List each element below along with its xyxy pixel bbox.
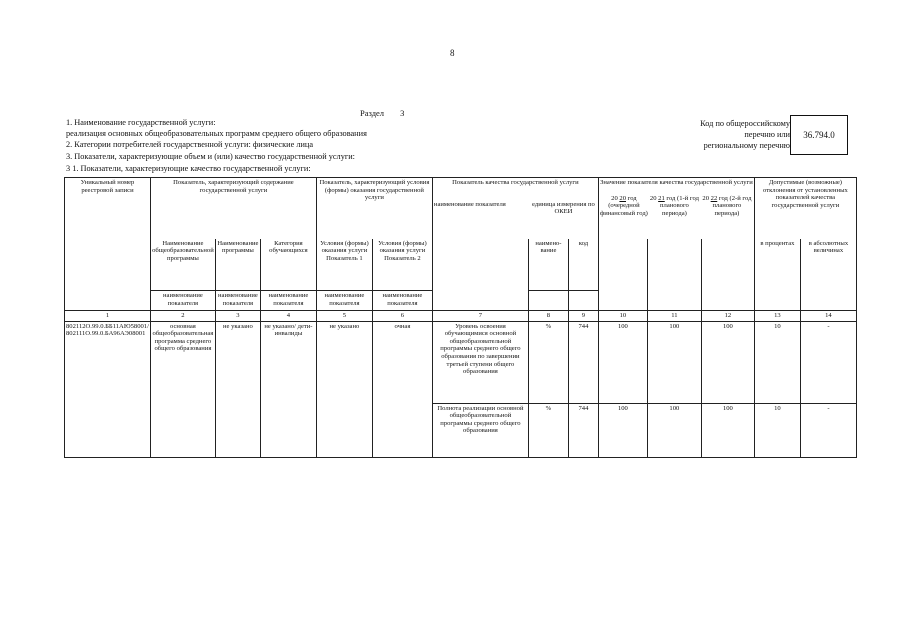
indicator-unit: % [528,403,568,457]
code-label-line1: Код по общероссийскому [700,119,790,128]
header-unique-number: Уникальный номер реестровой записи [65,178,151,311]
code-label-line3: региональному перечню [703,141,790,150]
service-name-label: 1. Наименование государственной услуги: [66,118,216,127]
header-c5: Условия (формы) оказания услуги Показатель 2 [372,239,432,291]
header-dev-pct: в процентах [754,239,800,311]
header-values [598,178,754,239]
header-quality-name: наименование показателя [433,200,506,208]
header-unit-code: код [568,239,598,291]
value-year-1: 100 [598,403,647,457]
header-dev-abs: в абсолютных величинах [800,239,856,311]
program-name: не указано [215,321,260,457]
code-label [680,118,790,151]
header-quality [432,178,598,239]
header-year-2: 20 21 год (1-й год планового периода) [649,194,699,217]
indicator-name: Полнота реализации основной общеобразовательной программы среднего общего образования [432,403,528,457]
col-number: 13 [754,311,800,322]
quality-indicators-table [64,177,857,458]
subheader-c3: наименование показателя [260,291,316,311]
quality-indicators-heading: 3 1. Показатели, характеризующие качество государственной услуги: [66,164,311,173]
indicator-name: Уровень освоения обучающимися основной общеобразовательной программы среднего общего образования по завершении третьей ступени общего образования [432,321,528,403]
header-quality-unit: единица измерения по ОКЕИ [532,200,595,216]
condition-2: очная [372,321,432,457]
header-quality-title: Показатель качества государственной услуги [452,179,579,186]
table-row [65,321,857,403]
deviation-pct: 10 [754,403,800,457]
deviation-abs: - [800,403,856,457]
col-number: 5 [316,311,372,322]
value-year-2: 100 [647,403,701,457]
col-number: 14 [800,311,856,322]
col-number: 4 [260,311,316,322]
header-unit-name: наимено-вание [528,239,568,291]
section-heading [360,108,404,118]
subheader-c2: наименование показателя [215,291,260,311]
header-c1: Наименование общеобразовательной программы [150,239,215,291]
col-number: 6 [372,311,432,322]
value-year-2: 100 [647,321,701,403]
condition-1: не указано [316,321,372,457]
indicator-unit: % [528,321,568,403]
registry-code: 802112О.99.0.ББ11АЮ58001/ 802111О.99.0.БА96АЭ08001 [65,321,151,457]
section-number: 3 [400,108,405,118]
consumer-category: 2. Категории потребителей государственной услуги: физические лица [66,140,314,149]
value-year-3: 100 [701,403,754,457]
value-year-3: 100 [701,321,754,403]
indicators-heading: 3. Показатели, характеризующие объем и (или) качество государственной услуги: [66,152,355,161]
deviation-pct: 10 [754,321,800,403]
col-number: 10 [598,311,647,322]
subheader-c1: наименование показателя [150,291,215,311]
section-label: Раздел [360,108,385,118]
header-deviation: Допустимые (возможные) отклонения от установленных показателей качества государственной услуги [754,178,856,239]
header-year-3: 20 22 год (2-й год планового периода) [702,194,752,217]
header-content: Показатель, характеризующий содержание государственной услуги [150,178,316,239]
student-category: не указано/ дети-инвалиды [260,321,316,457]
indicator-code: 744 [568,403,598,457]
header-c3: Категория обучающихся [260,239,316,291]
col-number: 1 [65,311,151,322]
header-c2: Наименование программы [215,239,260,291]
service-name-value: реализация основных общеобразовательных программ среднего общего образования [66,129,367,138]
col-number: 8 [528,311,568,322]
indicator-code: 744 [568,321,598,403]
col-number: 3 [215,311,260,322]
col-number: 12 [701,311,754,322]
header-values-title: Значение показателя качества государственной услуги [600,179,753,186]
header-c4: Условия (формы) оказания услуги Показатель 1 [316,239,372,291]
code-value-box: 36.794.0 [790,115,848,155]
program-type: основная общеобразовательная программа среднего общего образования [150,321,215,457]
subheader-c5: наименование показателя [372,291,432,311]
header-year-1: 20 20 год (очередной финансовый год) [599,194,648,217]
page-number: 8 [450,48,455,58]
deviation-abs: - [800,321,856,403]
code-label-line2: перечню или [744,130,790,139]
col-number: 2 [150,311,215,322]
col-number: 11 [647,311,701,322]
subheader-c4: наименование показателя [316,291,372,311]
header-conditions: Показатель, характеризующий условия (формы) оказания государственной услуги [316,178,432,239]
col-number: 9 [568,311,598,322]
col-number: 7 [432,311,528,322]
value-year-1: 100 [598,321,647,403]
